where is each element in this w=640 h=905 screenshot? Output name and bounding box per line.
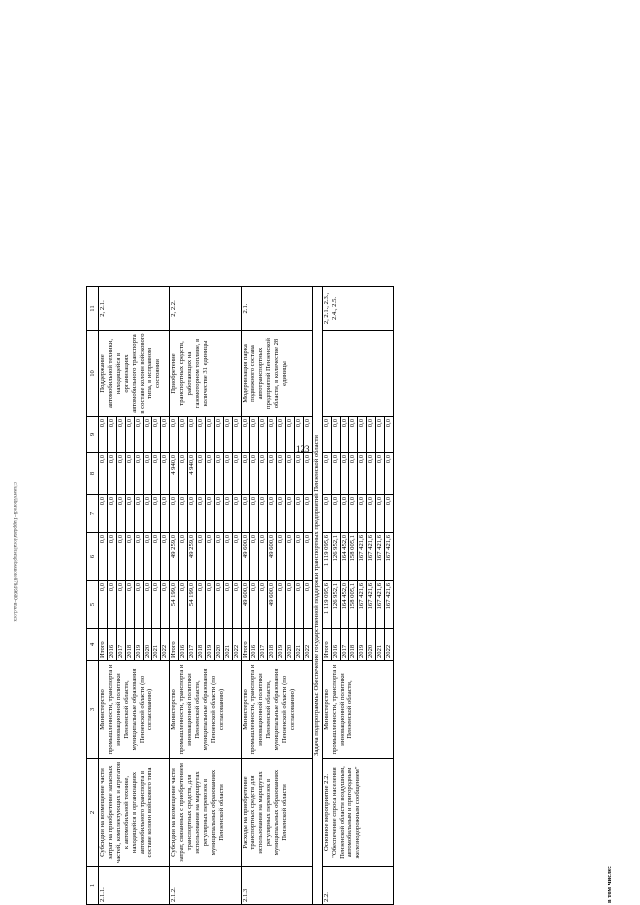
amount-cell: 0,0 [152,533,161,581]
amount-cell: 0,0 [170,417,179,453]
column-number: 8 [87,453,99,495]
amount-cell: 0,0 [268,495,277,533]
year-cell: 2016 [179,629,188,661]
indicator: Приобретение транспортных средств, работающих на газомоторном топливе, в количестве 31 единицы [170,331,241,417]
amount-cell: 0,0 [277,417,286,453]
amount-cell: 0,0 [205,453,214,495]
amount-cell: 0,0 [143,581,152,629]
amount-cell: 1 119 095,6 [322,581,331,629]
amount-cell: 0,0 [161,581,170,629]
amount-cell: 0,0 [188,495,197,533]
amount-cell: 0,0 [277,453,286,495]
amount-cell: 0,0 [385,495,394,533]
measure-name: Расходы на приобретение транспортных средств для использования на маршрутах регулярных перевозок в муниципальных образованиях Пензенской области [241,759,312,867]
row-id: 2.1.3 [241,867,312,905]
row-id: 2.2. [322,867,393,905]
amount-cell: 0,0 [331,495,340,533]
year-cell: 2020 [214,629,223,661]
year-cell: 2022 [303,629,312,661]
amount-cell: 0,0 [205,417,214,453]
amount-cell: 0,0 [286,533,295,581]
amount-cell: 0,0 [358,495,367,533]
amount-cell: 158 005,1 [349,581,358,629]
amount-cell: 0,0 [294,581,303,629]
amount-cell: 0,0 [385,453,394,495]
amount-cell: 0,0 [152,417,161,453]
amount-cell: 0,0 [214,581,223,629]
task-row [312,287,322,905]
amount-cell: 126 952,1 [331,581,340,629]
amount-cell: 0,0 [241,495,250,533]
year-cell: 2018 [268,629,277,661]
column-number: 1 [87,867,99,905]
amount-cell: 0,0 [358,417,367,453]
amount-cell: 0,0 [376,417,385,453]
amount-cell: 0,0 [179,453,188,495]
column-number: 9 [87,417,99,453]
executor: Министерство промышленности, транспорта и инновационной политики Пензенской области, [322,661,393,759]
amount-cell: 49 600,0 [241,533,250,581]
amount-cell: 164 452,0 [340,581,349,629]
amount-cell: 0,0 [250,417,259,453]
amount-cell: 0,0 [179,533,188,581]
amount-cell: 54 199,0 [170,581,179,629]
amount-cell: 0,0 [303,581,312,629]
year-cell: 2021 [376,629,385,661]
column-number: 7 [87,495,99,533]
measure-name: Субсидии на возмещение части затрат, связанных с приобретением транспортных средств, для использования на маршрутах регулярных перевозок в муниципальных образованиях Пензенской области [170,759,241,867]
amount-cell: 0,0 [99,533,108,581]
amount-cell: 0,0 [134,453,143,495]
amount-cell: 0,0 [179,581,188,629]
year-cell: 2018 [125,629,134,661]
amount-cell: 0,0 [303,453,312,495]
amount-cell: 0,0 [322,453,331,495]
amount-cell: 0,0 [196,495,205,533]
amount-cell: 0,0 [268,417,277,453]
column-number: 10 [87,331,99,417]
year-cell: Итого [322,629,331,661]
amount-cell: 0,0 [259,495,268,533]
amount-cell: 0,0 [205,495,214,533]
amount-cell: 0,0 [223,581,232,629]
amount-cell: 0,0 [268,453,277,495]
reference: 2.1. [241,287,312,331]
amount-cell: 0,0 [107,533,116,581]
amount-cell: 0,0 [134,533,143,581]
amount-cell: 158 005,1 [349,533,358,581]
amount-cell: 0,0 [250,453,259,495]
amount-cell: 0,0 [116,495,125,533]
year-cell: Итого [241,629,250,661]
column-number: 2 [87,759,99,867]
amount-cell: 0,0 [349,453,358,495]
year-cell: 2018 [196,629,205,661]
year-cell: 2018 [349,629,358,661]
amount-cell: 0,0 [367,453,376,495]
amount-cell: 0,0 [294,453,303,495]
amount-cell: 0,0 [214,417,223,453]
amount-cell: 0,0 [223,417,232,453]
year-cell: 2021 [294,629,303,661]
amount-cell: 0,0 [259,581,268,629]
amount-cell: 1 119 095,6 [322,533,331,581]
amount-cell: 0,0 [340,495,349,533]
amount-cell: 0,0 [196,581,205,629]
amount-cell: 167 421,6 [385,533,394,581]
column-number-row [87,287,99,905]
amount-cell: 0,0 [376,453,385,495]
amount-cell: 167 421,6 [367,581,376,629]
amount-cell: 0,0 [116,417,125,453]
amount-cell: 0,0 [367,417,376,453]
amount-cell: 0,0 [294,533,303,581]
amount-cell: 0,0 [294,417,303,453]
year-cell: 2019 [205,629,214,661]
amount-cell: 0,0 [134,581,143,629]
amount-cell: 0,0 [223,533,232,581]
page-number: 123 [296,444,310,454]
program-table [86,286,394,905]
amount-cell: 0,0 [286,495,295,533]
amount-cell: 167 421,6 [358,581,367,629]
amount-cell: 0,0 [349,417,358,453]
amount-cell: 49 600,0 [268,581,277,629]
amount-cell: 0,0 [99,417,108,453]
column-number: 4 [87,629,99,661]
amount-cell: 0,0 [214,533,223,581]
year-cell: 2019 [277,629,286,661]
amount-cell: 0,0 [125,495,134,533]
amount-cell: 0,0 [358,453,367,495]
amount-cell: 49 259,0 [170,533,179,581]
amount-cell: 167 421,6 [367,533,376,581]
year-cell: 2016 [250,629,259,661]
amount-cell: 0,0 [196,417,205,453]
amount-cell: 167 421,6 [376,581,385,629]
amount-cell: 0,0 [259,533,268,581]
amount-cell: 0,0 [99,581,108,629]
amount-cell: 0,0 [170,495,179,533]
amount-cell: 0,0 [223,453,232,495]
amount-cell: 0,0 [250,581,259,629]
indicator [322,331,393,417]
year-cell: Итого [99,629,108,661]
year-cell: 2019 [358,629,367,661]
amount-cell: 0,0 [161,533,170,581]
amount-cell: 4 940,0 [188,453,197,495]
table-row [170,287,179,905]
year-cell: 2022 [232,629,241,661]
indicator: Поддержание автомобильной техники, находящейся в организациях автомобильного транспорта в составе колонн войскового типа, в исправном состоянии [99,331,170,417]
amount-cell: 0,0 [303,533,312,581]
amount-cell: 0,0 [250,533,259,581]
year-cell: 2020 [367,629,376,661]
amount-cell: 0,0 [232,533,241,581]
amount-cell: 0,0 [143,453,152,495]
amount-cell: 0,0 [107,495,116,533]
amount-cell: 0,0 [152,581,161,629]
year-cell: 2017 [259,629,268,661]
amount-cell: 0,0 [259,453,268,495]
amount-cell: 0,0 [99,453,108,495]
year-cell: 2020 [143,629,152,661]
amount-cell: 0,0 [161,417,170,453]
amount-cell: 164 452,0 [340,533,349,581]
year-cell: Итого [170,629,179,661]
amount-cell: 0,0 [107,453,116,495]
amount-cell: 0,0 [232,581,241,629]
amount-cell: 0,0 [125,417,134,453]
year-cell: 2019 [134,629,143,661]
amount-cell: 0,0 [116,453,125,495]
reference: 2, 2.2. [170,287,241,331]
executor: Министерство промышленности, транспорта и инновационной политики Пензенской области, муниципальные образования Пензенской области (по согласованию) [170,661,241,759]
amount-cell: 0,0 [303,495,312,533]
amount-cell: 0,0 [303,417,312,453]
amount-cell: 49 259,0 [188,533,197,581]
amount-cell: 0,0 [277,533,286,581]
amount-cell: 0,0 [179,417,188,453]
column-number: 11 [87,287,99,331]
row-id: 2.1.1. [99,867,170,905]
amount-cell: 0,0 [286,453,295,495]
amount-cell: 0,0 [214,495,223,533]
amount-cell: 0,0 [179,495,188,533]
table-row [241,287,250,905]
amount-cell: 0,0 [152,453,161,495]
amount-cell: 167 421,6 [376,533,385,581]
table-body [87,287,394,905]
amount-cell: 0,0 [286,417,295,453]
amount-cell: 0,0 [205,533,214,581]
amount-cell: 0,0 [107,581,116,629]
amount-cell: 167 421,6 [385,581,394,629]
amount-cell: 0,0 [196,533,205,581]
footer-label: в том числе: [606,866,613,903]
year-cell: 2016 [107,629,116,661]
year-cell: 2017 [340,629,349,661]
year-cell: 2016 [331,629,340,661]
amount-cell: 0,0 [294,495,303,533]
reference: 2, 2.1. [99,287,170,331]
amount-cell: 0,0 [161,453,170,495]
year-cell: 2022 [385,629,394,661]
indicator: Модернизация парка подвижного состава автотранспортных предприятий Пензенской области, в количестве 28 единицы [241,331,312,417]
executor: Министерство промышленности, транспорта и инновационной политики Пензенской области, муниципальные образования Пензенской области (по согласованию) [241,661,312,759]
amount-cell: 0,0 [331,417,340,453]
amount-cell: 126 952,1 [331,533,340,581]
amount-cell: 0,0 [331,453,340,495]
rotated-table-sheet [86,75,613,905]
file-path-text: c:\users\iborodi~1\appdata\local\temp\bssnote8794\9600~ma.d.ocx [12,482,18,622]
amount-cell: 0,0 [349,495,358,533]
table-row [99,287,108,905]
amount-cell: 0,0 [277,495,286,533]
amount-cell: 0,0 [116,533,125,581]
amount-cell: 0,0 [188,417,197,453]
amount-cell: 0,0 [340,453,349,495]
amount-cell: 167 421,6 [358,533,367,581]
amount-cell: 0,0 [125,533,134,581]
amount-cell: 0,0 [152,495,161,533]
amount-cell: 0,0 [241,417,250,453]
amount-cell: 0,0 [385,417,394,453]
amount-cell: 49 600,0 [268,533,277,581]
amount-cell: 0,0 [107,417,116,453]
amount-cell: 0,0 [161,495,170,533]
year-cell: 2021 [152,629,161,661]
year-cell: 2017 [188,629,197,661]
amount-cell: 0,0 [223,495,232,533]
amount-cell: 0,0 [143,417,152,453]
year-cell: 2021 [223,629,232,661]
amount-cell: 0,0 [367,495,376,533]
year-cell: 2022 [161,629,170,661]
amount-cell: 0,0 [143,495,152,533]
task-text: Задача подпрограммы: Обеспечение государственной поддержки транспортных предприятий Пензенской области [312,287,322,905]
amount-cell: 0,0 [340,417,349,453]
amount-cell: 0,0 [376,495,385,533]
amount-cell: 0,0 [99,495,108,533]
amount-cell: 0,0 [259,417,268,453]
amount-cell: 54 199,0 [188,581,197,629]
measure-name: Субсидии на возмещение части затрат на приобретение запасных частей, комплектующих и агрегатов к автомобильной технике, находящейся в организациях автомобильного транспорта в составе колонн войскового типа [99,759,170,867]
amount-cell: 0,0 [134,495,143,533]
amount-cell: 49 600,0 [241,581,250,629]
amount-cell: 0,0 [116,581,125,629]
table-row [322,287,331,905]
column-number: 5 [87,581,99,629]
measure-name: Основное мероприятие 2.2. "Обеспечение спроса населения Пензенской области воздушным, автомобильным и пригородным железнодорожным сообщением" [322,759,393,867]
amount-cell: 0,0 [143,533,152,581]
amount-cell: 0,0 [232,495,241,533]
amount-cell: 0,0 [196,453,205,495]
amount-cell: 0,0 [205,581,214,629]
amount-cell: 0,0 [286,581,295,629]
amount-cell: 0,0 [214,453,223,495]
amount-cell: 4 940,0 [170,453,179,495]
amount-cell: 0,0 [232,453,241,495]
amount-cell: 0,0 [322,417,331,453]
amount-cell: 0,0 [232,417,241,453]
amount-cell: 0,0 [277,581,286,629]
amount-cell: 0,0 [241,453,250,495]
reference: 2, 2.1., 2.3., 2.4., 2.5. [322,287,393,331]
amount-cell: 0,0 [250,495,259,533]
amount-cell: 0,0 [134,417,143,453]
amount-cell: 0,0 [125,581,134,629]
executor: Министерство промышленности, транспорта и инновационной политики Пензенской области, муниципальные образования Пензенской области (по согласованию) [99,661,170,759]
amount-cell: 0,0 [125,453,134,495]
year-cell: 2020 [286,629,295,661]
year-cell: 2017 [116,629,125,661]
row-id: 2.1.2. [170,867,241,905]
column-number: 6 [87,533,99,581]
amount-cell: 0,0 [322,495,331,533]
column-number: 3 [87,661,99,759]
